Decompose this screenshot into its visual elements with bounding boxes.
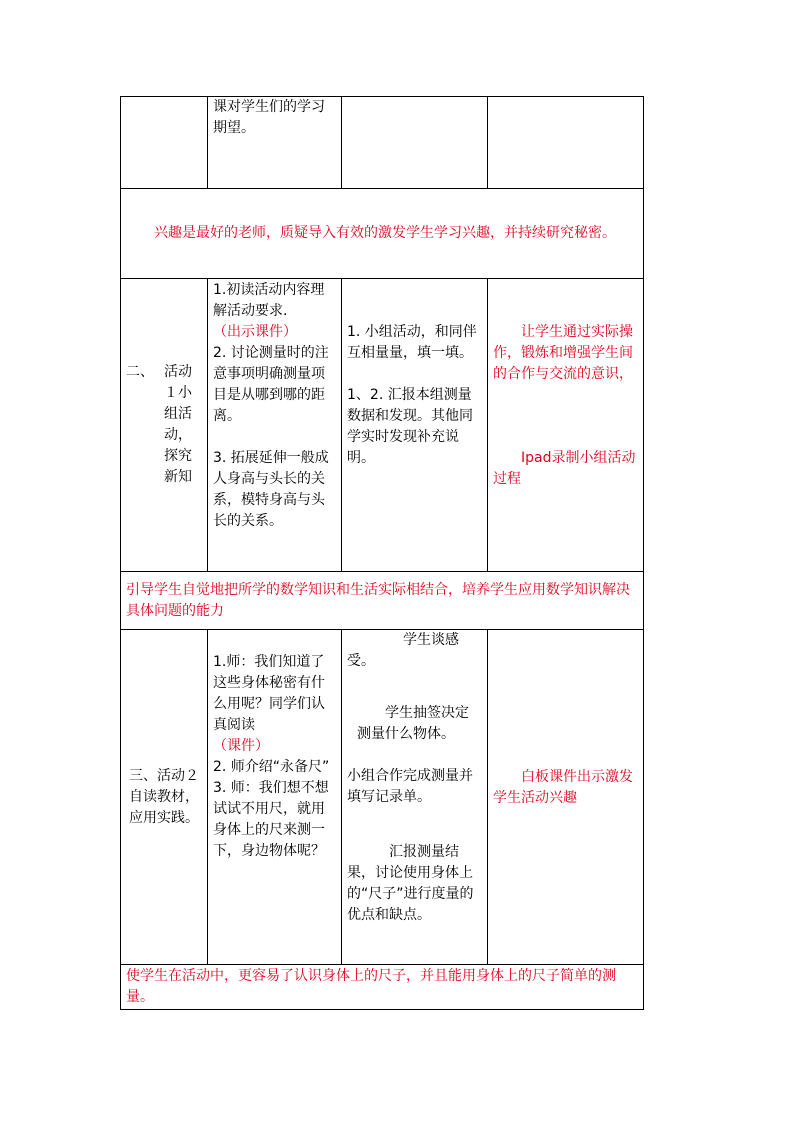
design-intent-cell xyxy=(488,97,644,189)
ipad-recording-note: Ipad录制小组活动过程 xyxy=(493,450,636,487)
student-step-3: 小组合作完成测量并填写记录单。 xyxy=(347,768,473,805)
design-note-text: 引导学生自觉地把所学的数学知识和生活实际相结合，培养学生应用数学知识解决具体问题的能力 xyxy=(126,581,630,619)
student-activity-cell xyxy=(342,630,488,965)
stage-cell xyxy=(121,279,208,572)
design-note-text: 使学生在活动中，更容易了认识身体上的尺子，并且能用身体上的尺子简单的测量。 xyxy=(126,968,616,1005)
student-step-4: 汇报测量结果，讨论使用身体上的“尺子”进行度量的优点和缺点。 xyxy=(347,844,474,923)
stage-cell xyxy=(121,97,208,189)
stage-cell xyxy=(121,630,208,965)
student-activity-cell xyxy=(342,97,488,189)
courseware-tag: （课件） xyxy=(213,738,269,754)
teacher-step-2: 2. 师介绍“永备尺” xyxy=(213,759,330,775)
design-note-row xyxy=(121,572,644,630)
student-activity-cell xyxy=(342,279,488,572)
teacher-activity-cell xyxy=(208,279,342,572)
stage-number: 二、 xyxy=(126,364,154,380)
design-note-text: 兴趣是最好的老师，质疑导入有效的激发学生学习兴趣，并持续研究秘密。 xyxy=(154,225,616,241)
table-row xyxy=(121,97,644,189)
design-intent-cell xyxy=(488,630,644,965)
teacher-activity-cell xyxy=(208,97,342,189)
student-step-1: 1. 小组活动，和同伴互相量量，填一填。 xyxy=(347,324,477,361)
design-intent-text: 让学生通过实际操作，锻炼和增强学生间的合作与交流的意识， xyxy=(493,324,633,382)
student-step-2: 学生抽签决定测量什么物体。 xyxy=(357,705,469,742)
teacher-step-3: 3. 师：我们想不想试试不用尺，就用身体上的尺来测一下，身边物体呢？ xyxy=(213,780,329,859)
table-row xyxy=(121,630,644,965)
teacher-step-1: 1.初读活动内容理解活动要求. xyxy=(213,282,325,319)
teacher-step-1: 1.师：我们知道了这些身体秘密有什么用呢？同学们认真阅读 xyxy=(213,654,325,733)
teacher-text: 课对学生们的学习期望。 xyxy=(213,99,325,136)
student-step-1: 学生谈感受。 xyxy=(347,632,459,669)
table-row xyxy=(121,279,644,572)
teacher-step-2: 2. 讨论测量时的注意事项明确测量项目是从哪到哪的距离。 xyxy=(213,345,329,424)
courseware-tag: （出示课件） xyxy=(213,324,297,340)
teacher-activity-cell xyxy=(208,630,342,965)
design-intent-text: 白板课件出示激发学生活动兴趣 xyxy=(493,769,633,806)
design-note-row xyxy=(121,189,644,279)
design-note-row xyxy=(121,965,644,1010)
lesson-plan-table xyxy=(120,96,644,1010)
design-intent-cell xyxy=(488,279,644,572)
student-step-2: 1、2. 汇报本组测量数据和发现。其他同学实时发现补充说明。 xyxy=(347,387,473,466)
stage-title: 活动１小组活动，探究新知 xyxy=(164,364,192,485)
teacher-step-3: 3. 拓展延伸一般成人身高与头长的关系，模特身高与头长的关系。 xyxy=(213,450,329,529)
stage-title: 三、活动２自读教材，应用实践。 xyxy=(129,767,199,826)
